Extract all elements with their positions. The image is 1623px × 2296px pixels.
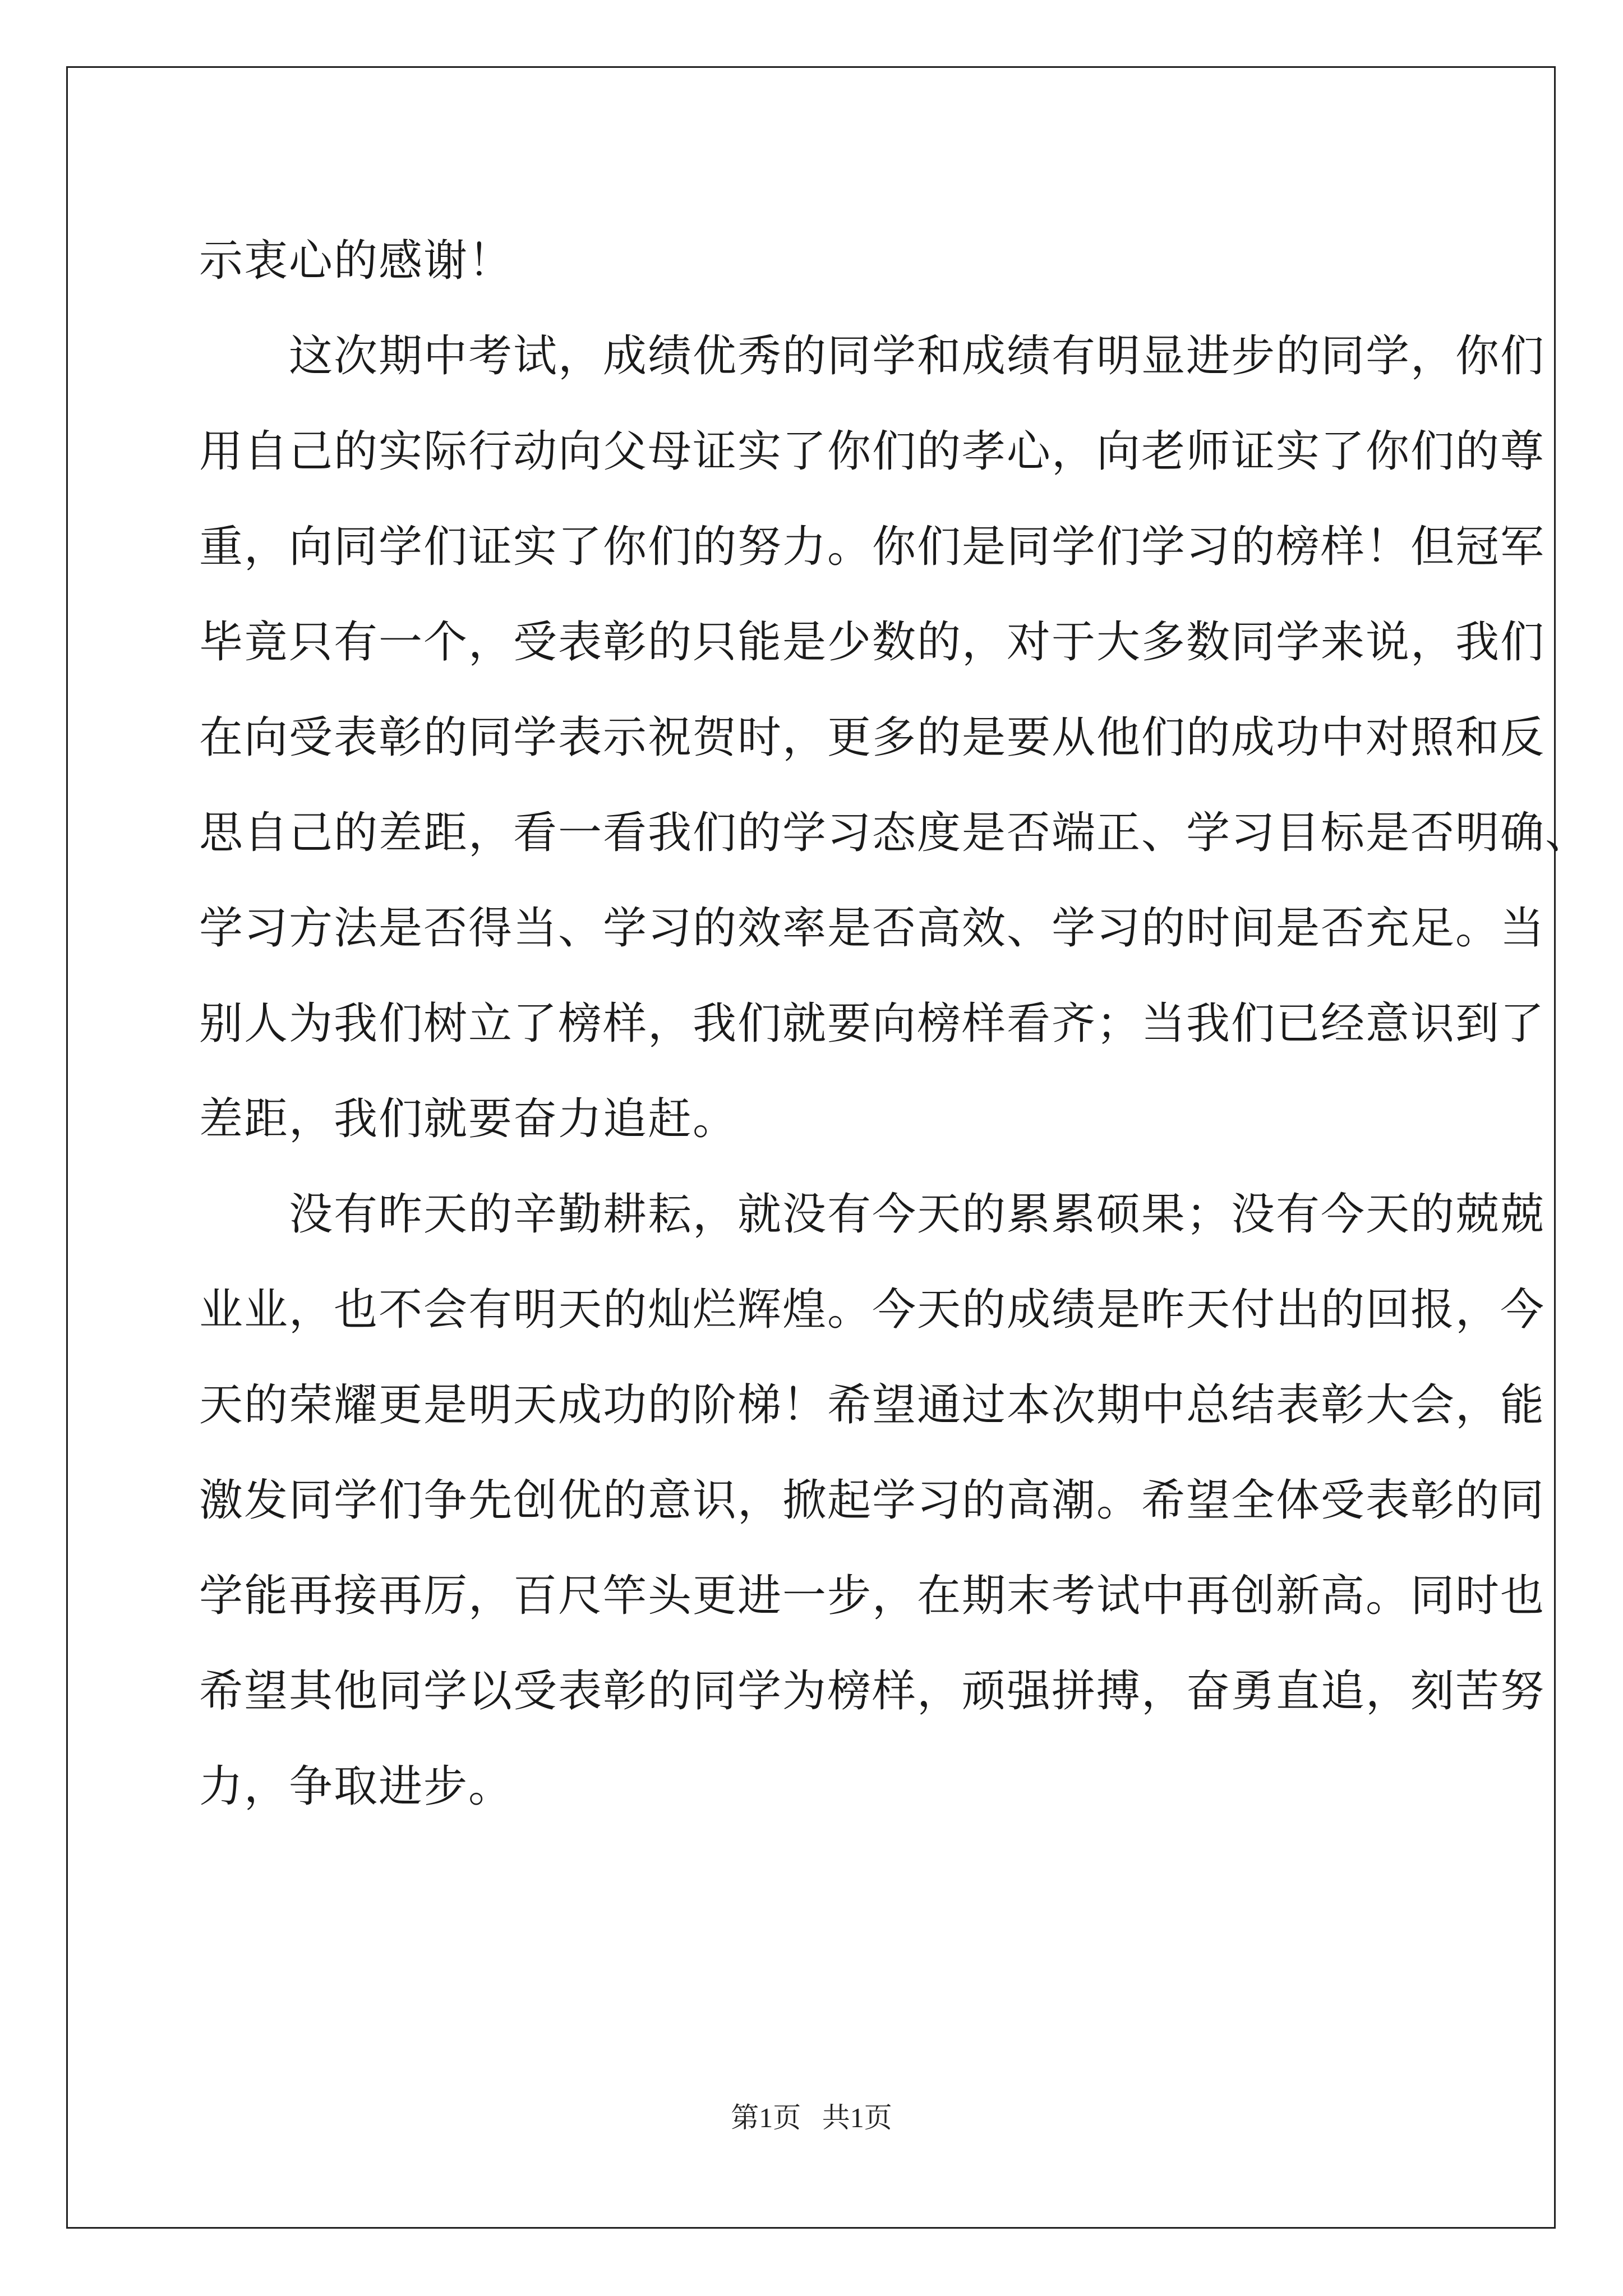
paragraph-start-line: 这次期中考试，成绩优秀的同学和成绩有明显进步的同学，你们 — [289, 331, 1546, 381]
text-line: 毕竟只有一个，受表彰的只能是少数的，对于大多数同学来说，我们 — [199, 617, 1546, 668]
paragraph-start-line: 没有昨天的辛勤耕耘，就没有今天的累累硕果；没有今天的兢兢 — [289, 1189, 1546, 1240]
text-line: 希望其他同学以受表彰的同学为榜样，顽强拼搏，奋勇直追，刻苦努 — [199, 1666, 1546, 1717]
text-line: 示衷心的感谢！ — [199, 236, 514, 286]
text-line: 业业，也不会有明天的灿烂辉煌。今天的成绩是昨天付出的回报，今 — [199, 1285, 1546, 1335]
text-line: 用自己的实际行动向父母证实了你们的孝心，向老师证实了你们的尊 — [199, 426, 1546, 477]
page-number-footer: 第1页 共1页 — [731, 2102, 892, 2133]
text-line: 重，向同学们证实了你们的努力。你们是同学们学习的榜样！但冠军 — [199, 522, 1546, 572]
text-line: 学能再接再厉，百尺竿头更进一步，在期末考试中再创新高。同时也 — [199, 1571, 1546, 1621]
text-line: 差距，我们就要奋力追赶。 — [199, 1094, 738, 1144]
document-body — [199, 213, 1590, 1834]
text-line: 激发同学们争先创优的意识，掀起学习的高潮。希望全体受表彰的同 — [199, 1475, 1546, 1526]
text-line: 天的荣耀更是明天成功的阶梯！希望通过本次期中总结表彰大会，能 — [199, 1380, 1546, 1430]
text-line: 在向受表彰的同学表示祝贺时，更多的是要从他们的成功中对照和反 — [199, 712, 1546, 763]
text-line: 力，争取进步。 — [199, 1761, 514, 1812]
text-line: 学习方法是否得当、学习的效率是否高效、学习的时间是否充足。当 — [199, 903, 1546, 954]
text-line: 别人为我们树立了榜样，我们就要向榜样看齐；当我们已经意识到了 — [199, 999, 1546, 1049]
text-line: 思自己的差距，看一看我们的学习态度是否端正、学习目标是否明确、 — [199, 808, 1590, 858]
